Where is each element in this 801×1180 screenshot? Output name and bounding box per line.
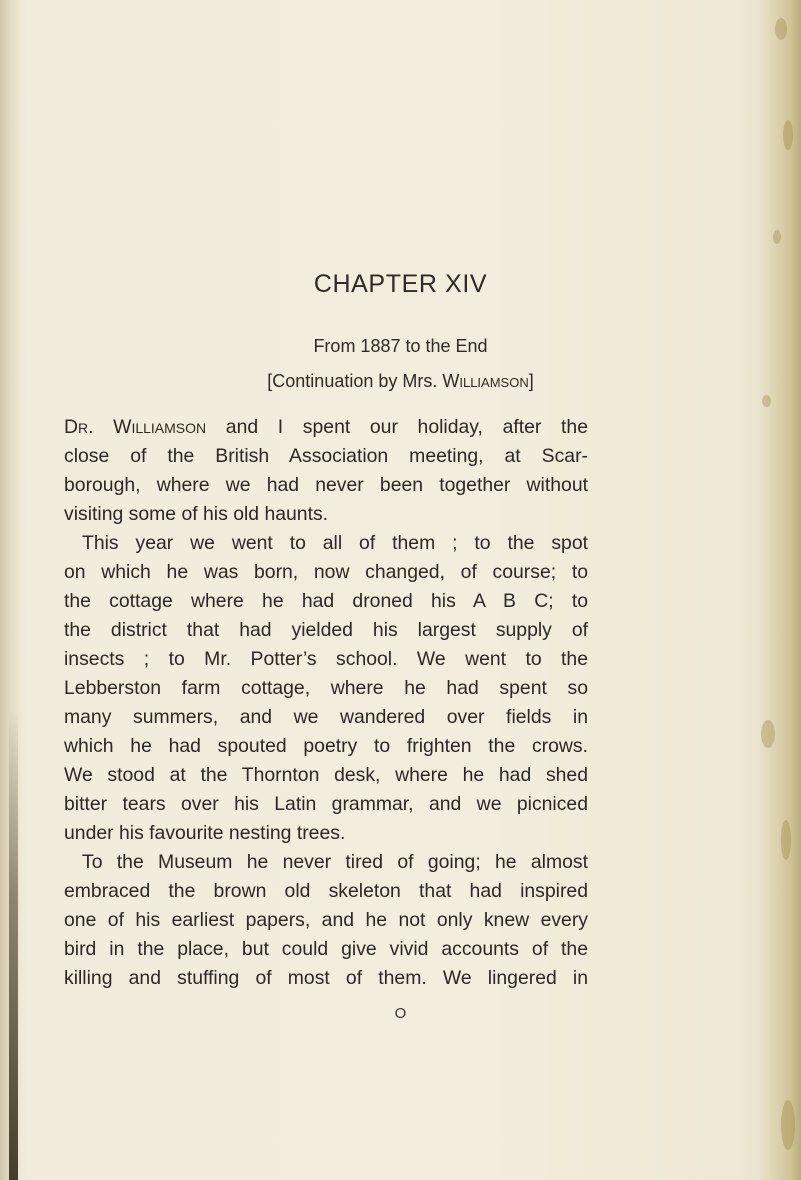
body-line-text: and I spent our holiday, after the xyxy=(206,416,588,438)
continuation-note xyxy=(0,371,801,392)
continuation-author: Williamson xyxy=(442,371,529,391)
continuation-suffix: ] xyxy=(528,371,534,391)
chapter-heading: CHAPTER XIV xyxy=(313,270,488,298)
body-line: insects ; to Mr. Potter’s school. We went to the xyxy=(64,648,588,670)
body-line: To the Museum he never tired of going; he almost xyxy=(82,851,588,873)
body-line: embraced the brown old skeleton that had inspired xyxy=(64,880,588,902)
signature-mark: O xyxy=(394,1005,407,1022)
body-line: bitter tears over his Latin grammar, and we picniced xyxy=(64,793,588,815)
body-line: killing and stuffing of most of them. We lingered in xyxy=(64,967,588,989)
body-line: This year we went to all of them ; to the spot xyxy=(82,532,588,554)
body-line: the district that had yielded his largest supply of xyxy=(64,619,588,641)
body-line: one of his earliest papers, and he not only knew every xyxy=(64,909,588,931)
body-line: under his favourite nesting trees. xyxy=(64,822,346,844)
body-line: We stood at the Thornton desk, where he had shed xyxy=(64,764,588,786)
body-line: the cottage where he had droned his A B C; to xyxy=(64,590,588,612)
body-line: bird in the place, but could give vivid accounts of the xyxy=(64,938,588,960)
body-line: many summers, and we wandered over fields in xyxy=(64,706,588,728)
body-line: close of the British Association meeting, at Scar- xyxy=(64,445,588,467)
body-line: borough, where we had never been together without xyxy=(64,474,588,496)
opening-name: Dr. Williamson xyxy=(64,416,207,438)
body-line xyxy=(64,414,588,440)
chapter-subtitle: From 1887 to the End xyxy=(313,336,488,356)
continuation-prefix: [Continuation by Mrs. xyxy=(267,371,443,391)
body-line: visiting some of his old haunts. xyxy=(64,503,329,525)
body-line: on which he was born, now changed, of course; to xyxy=(64,561,588,583)
body-line: which he had spouted poetry to frighten the crows. xyxy=(64,735,588,757)
body-line: Lebberston farm cottage, where he had spent so xyxy=(64,677,588,699)
